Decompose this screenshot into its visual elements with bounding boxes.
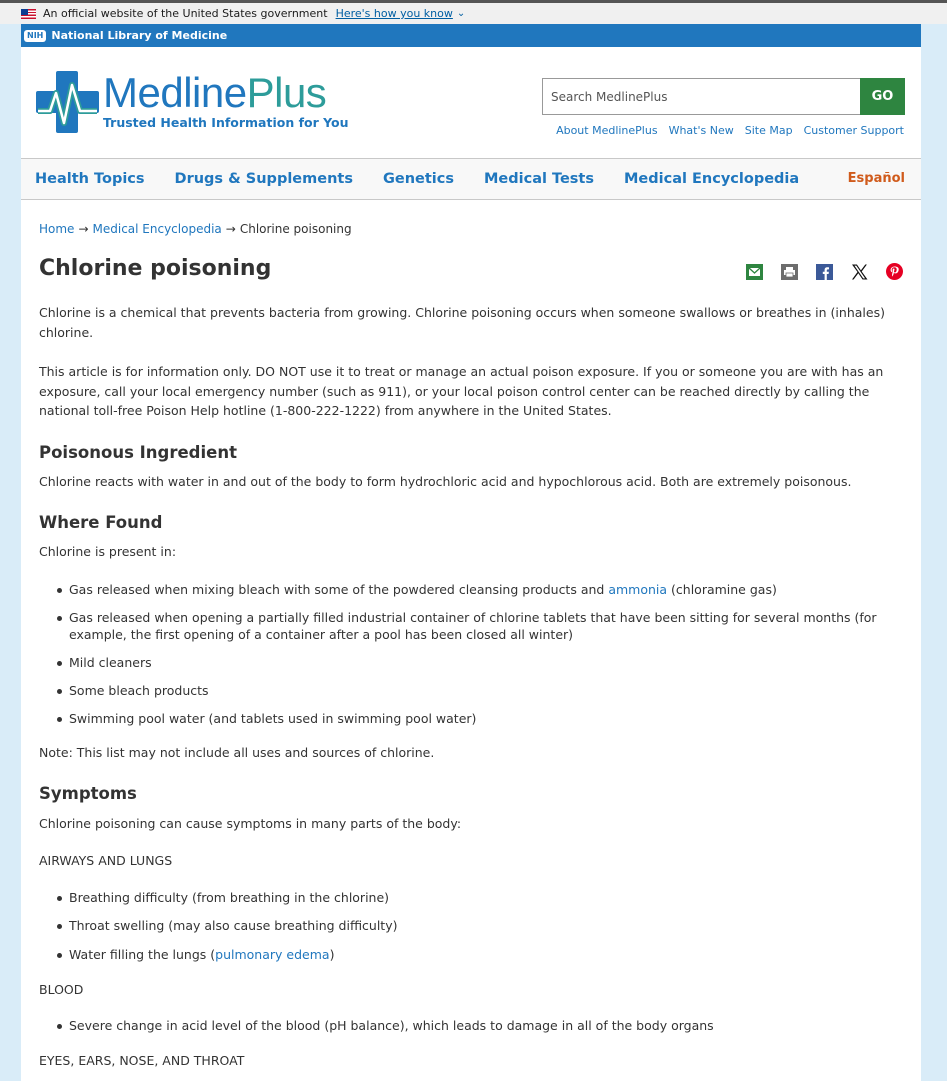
chevron-down-icon[interactable]: ⌄ xyxy=(456,8,466,19)
us-flag-icon xyxy=(21,9,36,19)
gov-banner-text: An official website of the United States government xyxy=(43,7,328,20)
logo-tagline: Trusted Health Information for You xyxy=(103,115,349,130)
breadcrumb-medical-encyclopedia[interactable]: Medical Encyclopedia xyxy=(92,222,222,236)
subheading-airways-lungs: AIRWAYS AND LUNGS xyxy=(39,853,173,868)
article-body xyxy=(39,303,903,1071)
ammonia-link[interactable]: ammonia xyxy=(608,581,668,597)
list-item: Some bleach products xyxy=(57,682,903,699)
page xyxy=(21,24,921,1081)
site-header xyxy=(21,47,921,158)
nav-medical-tests[interactable]: Medical Tests xyxy=(483,171,594,187)
nlm-bar xyxy=(21,24,921,47)
search-input[interactable] xyxy=(542,78,860,115)
facebook-icon[interactable] xyxy=(816,263,833,280)
espanol-link[interactable]: Español xyxy=(847,171,905,186)
blood-list xyxy=(39,1017,903,1034)
article-intro: Chlorine is a chemical that prevents bacteria from growing. Chlorine poisoning occurs when someone swallows or breathes in (inhales) chlorine. xyxy=(39,305,885,340)
airways-list xyxy=(39,889,903,963)
nav-health-topics[interactable]: Health Topics xyxy=(35,171,145,187)
where-found-note: Note: This list may not include all uses and sources of chlorine. xyxy=(39,744,435,760)
where-found-list xyxy=(39,581,903,727)
nlm-label[interactable]: National Library of Medicine xyxy=(51,29,228,42)
breadcrumb-home[interactable]: Home xyxy=(39,222,75,236)
breadcrumb-arrow-icon: → xyxy=(78,222,89,236)
nav-medical-encyclopedia[interactable]: Medical Encyclopedia xyxy=(624,171,800,187)
ingredient-text: Chlorine reacts with water in and out of the body to form hydrochloric acid and hypochlorous acid. Both are extremely poisonous. xyxy=(39,474,852,489)
about-link[interactable]: About MedlinePlus xyxy=(556,124,658,137)
x-icon[interactable] xyxy=(851,263,868,280)
customer-support-link[interactable]: Customer Support xyxy=(803,124,904,137)
site-map-link[interactable]: Site Map xyxy=(744,124,793,137)
section-heading-where-found: Where Found xyxy=(39,512,163,532)
heres-how-you-know-link[interactable]: Here's how you know xyxy=(335,7,453,20)
pulmonary-edema-link[interactable]: pulmonary edema xyxy=(215,946,330,962)
where-found-intro: Chlorine is present in: xyxy=(39,544,177,559)
logo-wordmark: MedlinePlus xyxy=(103,69,327,116)
symptoms-intro: Chlorine poisoning can cause symptoms in many parts of the body: xyxy=(39,815,462,831)
medlineplus-logo[interactable] xyxy=(36,71,349,133)
main-nav xyxy=(21,158,921,200)
print-icon[interactable] xyxy=(781,263,798,280)
breadcrumb xyxy=(39,222,352,236)
breadcrumb-current: Chlorine poisoning xyxy=(239,222,352,236)
utility-links xyxy=(556,124,904,137)
page-title: Chlorine poisoning xyxy=(39,256,272,281)
nih-logo-icon[interactable]: NIH xyxy=(24,30,46,42)
article-disclaimer: This article is for information only. DO NOT use it to treat or manage an actual poison exposure. If you or someone you are with has an exposure, call your local emergency number (such as 911), or your local poison control center can be reached directly by calling the national toll-free Poison Help hotline (1-800-222-1222) from anywhere in the United States. xyxy=(39,364,884,418)
pinterest-icon[interactable] xyxy=(886,263,903,280)
nav-drugs-supplements[interactable]: Drugs & Supplements xyxy=(174,171,353,187)
email-icon[interactable] xyxy=(746,263,763,280)
list-item: Swimming pool water (and tablets used in swimming pool water) xyxy=(57,710,903,727)
list-item: Gas released when opening a partially filled industrial container of chlorine tablets that have been sitting for several months (for example, the first opening of a container after a pool has been closed all winter) xyxy=(57,609,903,643)
list-item: Severe change in acid level of the blood (pH balance), which leads to damage in all of the body organs xyxy=(57,1017,903,1034)
subheading-eyes-ears-nose-throat: EYES, EARS, NOSE, AND THROAT xyxy=(39,1053,245,1068)
list-item: Mild cleaners xyxy=(57,654,903,671)
list-item: Water filling the lungs (pulmonary edema) xyxy=(57,946,903,963)
section-heading-symptoms: Symptoms xyxy=(39,784,137,803)
breadcrumb-arrow-icon: → xyxy=(225,222,236,236)
search-go-button[interactable]: GO xyxy=(860,78,905,115)
list-item: Breathing difficulty (from breathing in the chlorine) xyxy=(57,889,903,906)
search-form xyxy=(542,78,905,115)
list-item: Throat swelling (may also cause breathing difficulty) xyxy=(57,917,903,934)
subheading-blood: BLOOD xyxy=(39,981,84,997)
whats-new-link[interactable]: What's New xyxy=(668,124,734,137)
list-item: Gas released when mixing bleach with some of the powdered cleansing products and ammonia (chloramine gas) xyxy=(57,581,903,598)
nav-genetics[interactable]: Genetics xyxy=(382,171,454,187)
gov-banner xyxy=(0,0,947,24)
section-heading-poisonous-ingredient: Poisonous Ingredient xyxy=(39,442,237,462)
medlineplus-logo-icon xyxy=(36,71,99,133)
share-toolbar xyxy=(746,263,903,280)
